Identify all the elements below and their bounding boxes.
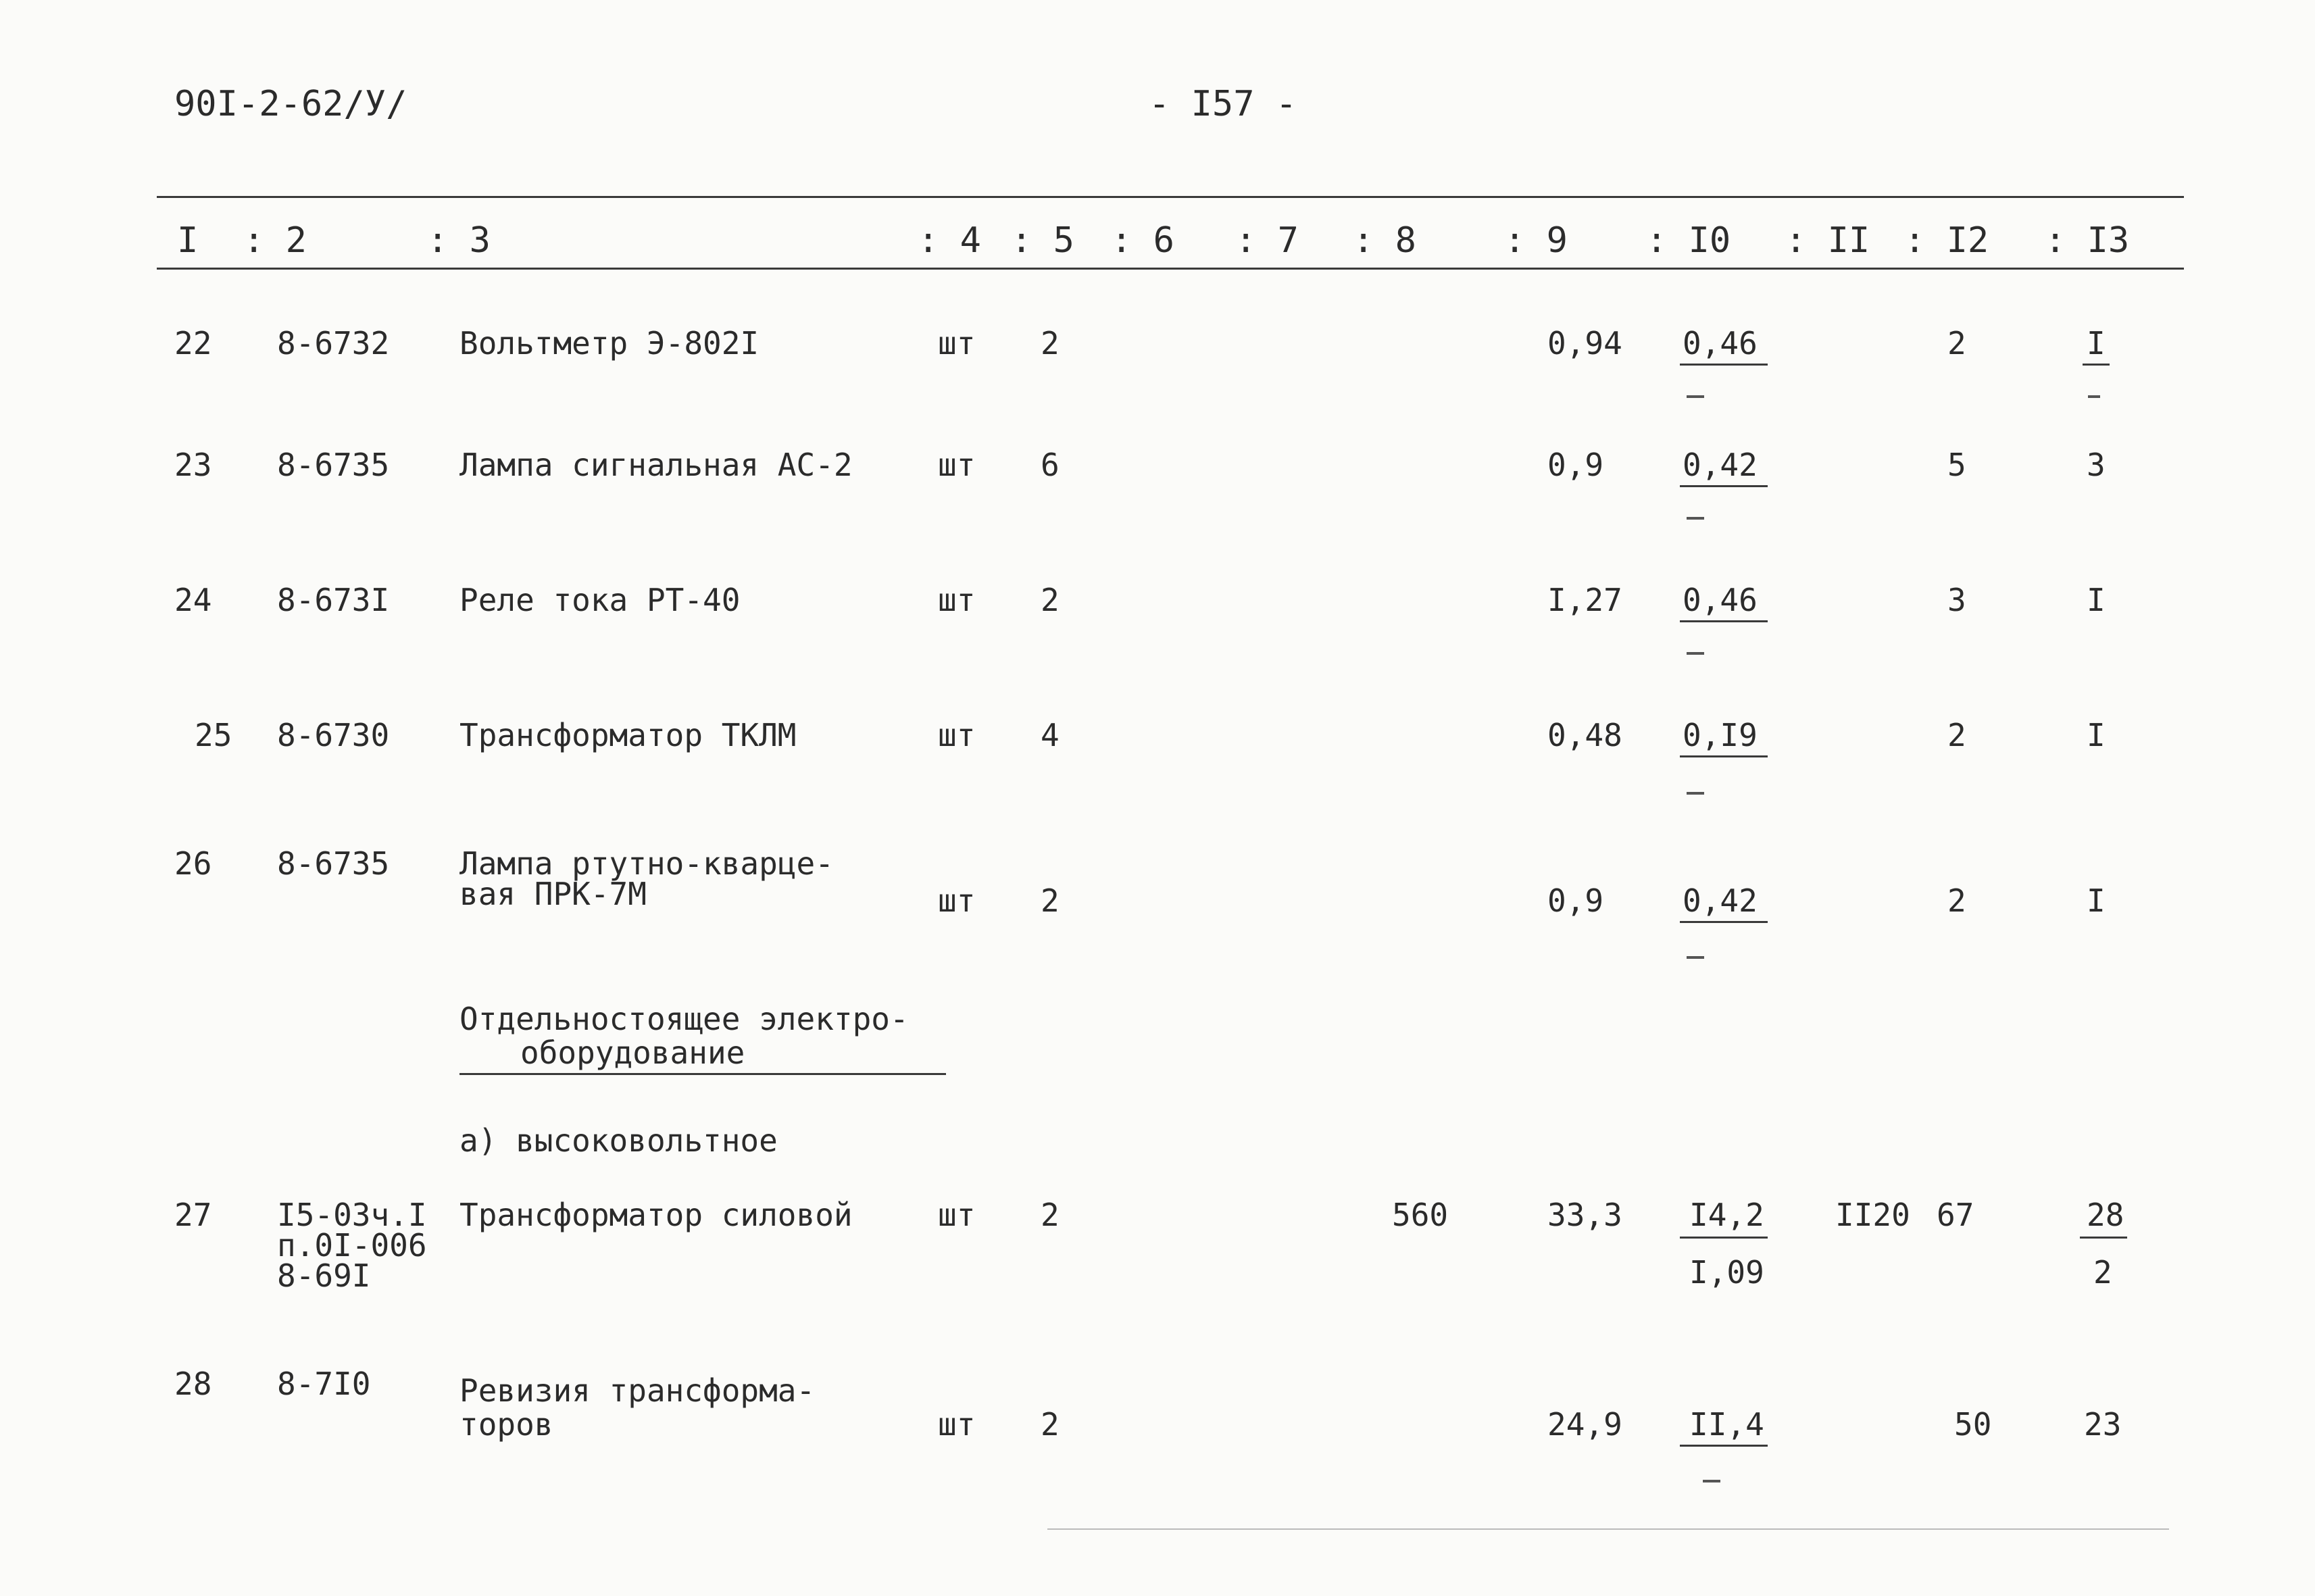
row-name: Реле тока РТ-40 (459, 582, 741, 618)
row-name-line-1: Лампа ртутно-кварце- (459, 845, 834, 882)
row-qty: 2 (1041, 325, 1060, 361)
header-bottom-rule (157, 268, 2184, 270)
column-header-8: : 8 (1353, 220, 1416, 261)
row-number: 22 (174, 325, 212, 361)
dash-mark (1687, 792, 1704, 795)
row-qty: 4 (1041, 717, 1060, 753)
row-unit: шт (938, 1406, 976, 1443)
section-heading-line-2: оборудование (520, 1034, 745, 1071)
row-code: 8-6730 (277, 717, 390, 753)
row-col9: I,27 (1547, 582, 1622, 618)
row-code: 8-6735 (277, 845, 390, 882)
row-qty: 2 (1041, 1197, 1060, 1233)
row-col9: 0,94 (1547, 325, 1622, 361)
bottom-faint-rule (1047, 1528, 2169, 1530)
document-code: 90I-2-62/У/ (174, 84, 407, 124)
row-col10: II,4 (1689, 1406, 1764, 1443)
dash-mark (1703, 1480, 1720, 1482)
row-unit: шт (938, 582, 976, 618)
row-col12: 5 (1947, 447, 1966, 483)
row-name: Лампа сигнальная АС-2 (459, 447, 853, 483)
header-top-rule (157, 196, 2184, 198)
column-header-9: : 9 (1504, 220, 1568, 261)
row-number: 27 (174, 1197, 212, 1233)
row-number: 23 (174, 447, 212, 483)
row-col10: 0,42 (1683, 882, 1758, 919)
row-unit: шт (938, 325, 976, 361)
row-col9: 0,9 (1547, 447, 1604, 483)
column-header-10: : I0 (1646, 220, 1731, 261)
row-col12: 50 (1954, 1406, 1992, 1443)
row-unit: шт (938, 882, 976, 919)
dash-mark (2088, 395, 2100, 398)
dash-mark (1687, 652, 1704, 655)
row-col9: 33,3 (1547, 1197, 1622, 1233)
column-header-2: : 2 (243, 220, 307, 261)
row-name-line-1: Ревизия трансформа- (459, 1372, 816, 1409)
section-heading-line-1: Отдельностоящее электро- (459, 1001, 909, 1037)
column-header-4: : 4 (918, 220, 981, 261)
row-name: Трансформатор силовой (459, 1197, 853, 1233)
row-col10: 0,46 (1683, 582, 1758, 618)
row-col11: II20 (1835, 1197, 1910, 1233)
row-qty: 2 (1041, 582, 1060, 618)
row-col13: I (2087, 582, 2106, 618)
underline (1680, 620, 1768, 622)
row-name: Трансформатор ТКЛМ (459, 717, 797, 753)
row-col12: 67 (1937, 1197, 1974, 1233)
dash-mark (1687, 395, 1704, 398)
row-col13: I (2087, 882, 2106, 919)
row-qty: 6 (1041, 447, 1060, 483)
row-unit: шт (938, 717, 976, 753)
row-col12: 2 (1947, 717, 1966, 753)
row-code: 8-6732 (277, 325, 390, 361)
row-col13-top: 28 (2087, 1197, 2124, 1233)
row-col12: 2 (1947, 882, 1966, 919)
row-number: 26 (174, 845, 212, 882)
row-col12: 2 (1947, 325, 1966, 361)
row-name: Вольтметр Э-802I (459, 325, 760, 361)
row-col10-top: I4,2 (1689, 1197, 1764, 1233)
row-unit: шт (938, 447, 976, 483)
row-col13: 3 (2087, 447, 2106, 483)
row-number: 28 (174, 1366, 212, 1402)
section-heading-underline (459, 1073, 946, 1075)
page-number: - I57 - (1149, 84, 1297, 124)
underline (1680, 921, 1768, 923)
row-col13: I (2087, 717, 2106, 753)
column-header-13: : I3 (2045, 220, 2130, 261)
row-col13-bottom: 2 (2093, 1254, 2112, 1291)
row-col8: 560 (1392, 1197, 1449, 1233)
row-qty: 2 (1041, 1406, 1060, 1443)
underline (1680, 755, 1768, 757)
row-col9: 24,9 (1547, 1406, 1622, 1443)
row-name-line-2: вая ПРК-7М (459, 876, 647, 912)
row-col13: 23 (2084, 1406, 2122, 1443)
row-number: 25 (195, 717, 232, 753)
section-subheading: а) высоковольтное (459, 1122, 778, 1159)
row-unit: шт (938, 1197, 976, 1233)
row-col10: 0,46 (1683, 325, 1758, 361)
row-col13: I (2087, 325, 2106, 361)
dash-mark (1687, 956, 1704, 959)
underline (2083, 364, 2110, 366)
column-header-11: : II (1785, 220, 1870, 261)
row-number: 24 (174, 582, 212, 618)
row-col9: 0,48 (1547, 717, 1622, 753)
column-header-12: : I2 (1904, 220, 1989, 261)
column-header-1: I (177, 220, 199, 261)
fraction-line (1680, 1237, 1768, 1239)
row-col10: 0,I9 (1683, 717, 1758, 753)
fraction-line (2080, 1237, 2127, 1239)
column-header-7: : 7 (1235, 220, 1299, 261)
row-col10-bottom: I,09 (1689, 1254, 1764, 1291)
row-col10: 0,42 (1683, 447, 1758, 483)
row-qty: 2 (1041, 882, 1060, 919)
dash-mark (1687, 517, 1704, 520)
underline (1680, 485, 1768, 487)
row-name-line-2: торов (459, 1406, 553, 1443)
column-header-5: : 5 (1011, 220, 1074, 261)
row-col12: 3 (1947, 582, 1966, 618)
row-col9: 0,9 (1547, 882, 1604, 919)
row-code: 8-6735 (277, 447, 390, 483)
row-code: 8-673I (277, 582, 390, 618)
underline (1680, 364, 1768, 366)
column-header-6: : 6 (1111, 220, 1174, 261)
row-code-line-2: п.0I-006 (277, 1227, 427, 1264)
row-code: 8-7I0 (277, 1366, 371, 1402)
row-code-line-1: I5-03ч.I (277, 1197, 427, 1233)
column-header-3: : 3 (427, 220, 491, 261)
row-code-line-3: 8-69I (277, 1257, 371, 1294)
underline (1680, 1445, 1768, 1447)
